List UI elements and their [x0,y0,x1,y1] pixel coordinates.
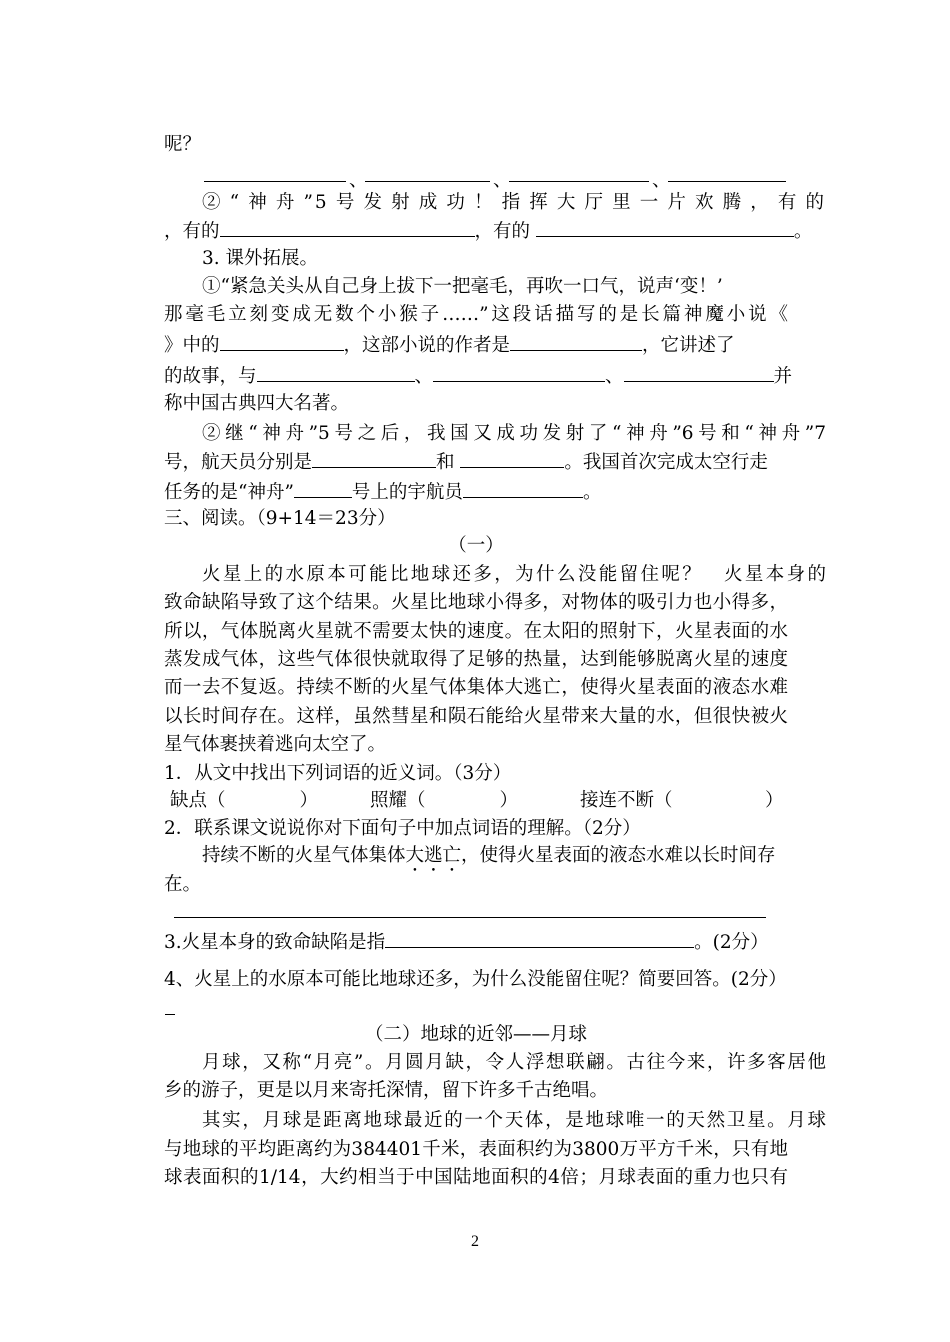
text: ，使得火星表面的液态水难以长时间存 [461,845,776,866]
passage-line: 月球，又称“月亮”。月圆月缺，令人浮想联翩。古往今来，许多客居他 [202,1052,826,1073]
answer-blank [312,449,436,468]
part-title: （一） [448,535,504,556]
question-title: 4、火星上的水原本可能比地球还多，为什么没能留住呢？简要回答。(2分） [164,969,787,990]
text: 》中的 [164,335,220,356]
question-line [164,332,788,359]
text: 。 [793,221,813,242]
passage-line: 星气体裹挟着逃向太空了。 [164,734,387,755]
page-number: 2 [471,1233,479,1250]
answer-blank [460,449,564,468]
passage-line: 蒸发成气体，这些气体很快就取得了足够的热量，达到能够脱离火星的速度 [164,649,788,670]
question-title: 2．联系课文说说你对下面句子中加点词语的理解。（2分） [164,818,641,839]
part-title: （二）地球的近邻——月球 [364,1024,587,1045]
passage-line: 球表面积的1/14，大约相当于中国陆地面积的4倍；月球表面的重力也只有 [164,1167,788,1188]
passage-line: 与地球的平均距离约为384401千米，表面积约为3800万平方千米，只有地 [164,1139,788,1160]
question-line: ②继“神舟”5号之后，我国又成功发射了“神舟”6号和“神舟”7 [202,423,826,444]
text: 持续不断的火星气体集体 [202,845,406,866]
text: ，有的 [474,221,531,242]
text: ，这部小说的作者是 [343,335,511,356]
passage-line: 而一去不复返。持续不断的火星气体集体大逃亡，使得火星表面的液态水难 [164,677,788,698]
answer-blank [668,181,786,182]
text: 并 [773,366,793,387]
text: 和 [436,452,455,473]
passage-line: 所以，气体脱离火星就不需要太快的速度。在太阳的照射下，火星表面的水 [164,621,788,642]
text: ，它讲述了 [642,335,735,356]
answer-blank [365,181,490,182]
question-line [164,929,788,956]
question-sentence: 在。 [164,874,202,895]
text: 的故事，与 [164,366,257,387]
text: 号，航天员分别是 [164,452,313,473]
synonym-item: 缺点（ ） [170,790,319,811]
text-line: 呢？ [164,134,202,155]
text: 。我国首次完成太空行走 [564,452,768,473]
question-line: 那毫毛立刻变成无数个小猴子……”这段话描写的是长篇神魔小说《 [164,304,788,325]
synonym-item: 接连不断（ ） [580,790,784,811]
question-prompt: ②“神舟”5号发射成功！指挥大厅里一片欢腾，有的 [202,192,826,213]
question-line [164,218,813,245]
text: 号上的宇航员 [351,482,463,503]
text: 3.火星本身的致命缺陷是指 [164,932,386,953]
dotted-phrase: 大逃亡 [405,845,462,866]
passage-line: 以长时间存在。这样，虽然彗星和陨石能给火星带来大量的水，但很快被火 [164,706,788,727]
passage-line: 其实，月球是距离地球最近的一个天体，是地球唯一的天然卫星。月球 [202,1110,826,1131]
question-title: 1．从文中找出下列词语的近义词。（3分） [164,763,512,784]
answer-blank [294,479,352,498]
passage-line: 致命缺陷导致了这个结果。火星比地球小得多，对物体的吸引力也小得多， [164,592,788,613]
question-title: 3. 课外拓展。 [202,248,319,269]
synonym-item: 照耀（ ） [370,790,519,811]
question-line: ①“紧急关头从自己身上拔下一把毫毛，再吹一口气，说声‘变！’ [202,276,723,297]
answer-blank [385,929,694,948]
passage-line: 火星上的水原本可能比地球还多，为什么没能留住呢？ 火星本身的 [202,564,826,585]
answer-blank [204,181,346,182]
answer-blank [624,363,774,382]
text: 。(2分） [694,932,769,953]
answer-blank [510,332,642,351]
text: 、 [605,366,624,387]
text: ，有的 [164,221,220,242]
text: 任务的是“神舟” [164,482,294,503]
answer-blank [463,479,583,498]
question-line [164,449,788,476]
text: 。 [582,482,602,503]
answer-blank [257,363,415,382]
separator: 、 [349,170,368,191]
passage-line: 乡的游子，更是以月来寄托深情，留下许多千古绝唱。 [164,1080,609,1101]
question-line: 称中国古典四大名著。 [164,393,350,414]
answer-line [174,917,766,918]
question-line [164,479,788,506]
text: 、 [414,366,434,387]
question-line [164,363,793,390]
separator: 、 [652,170,671,191]
section-title: 三、阅读。（9+14＝23分） [164,508,396,529]
answer-blank [536,218,794,237]
answer-blank [433,363,605,382]
separator: 、 [493,170,512,191]
answer-line [165,1014,175,1015]
answer-blank [220,332,344,351]
answer-blank [220,218,475,237]
answer-blank [509,181,649,182]
